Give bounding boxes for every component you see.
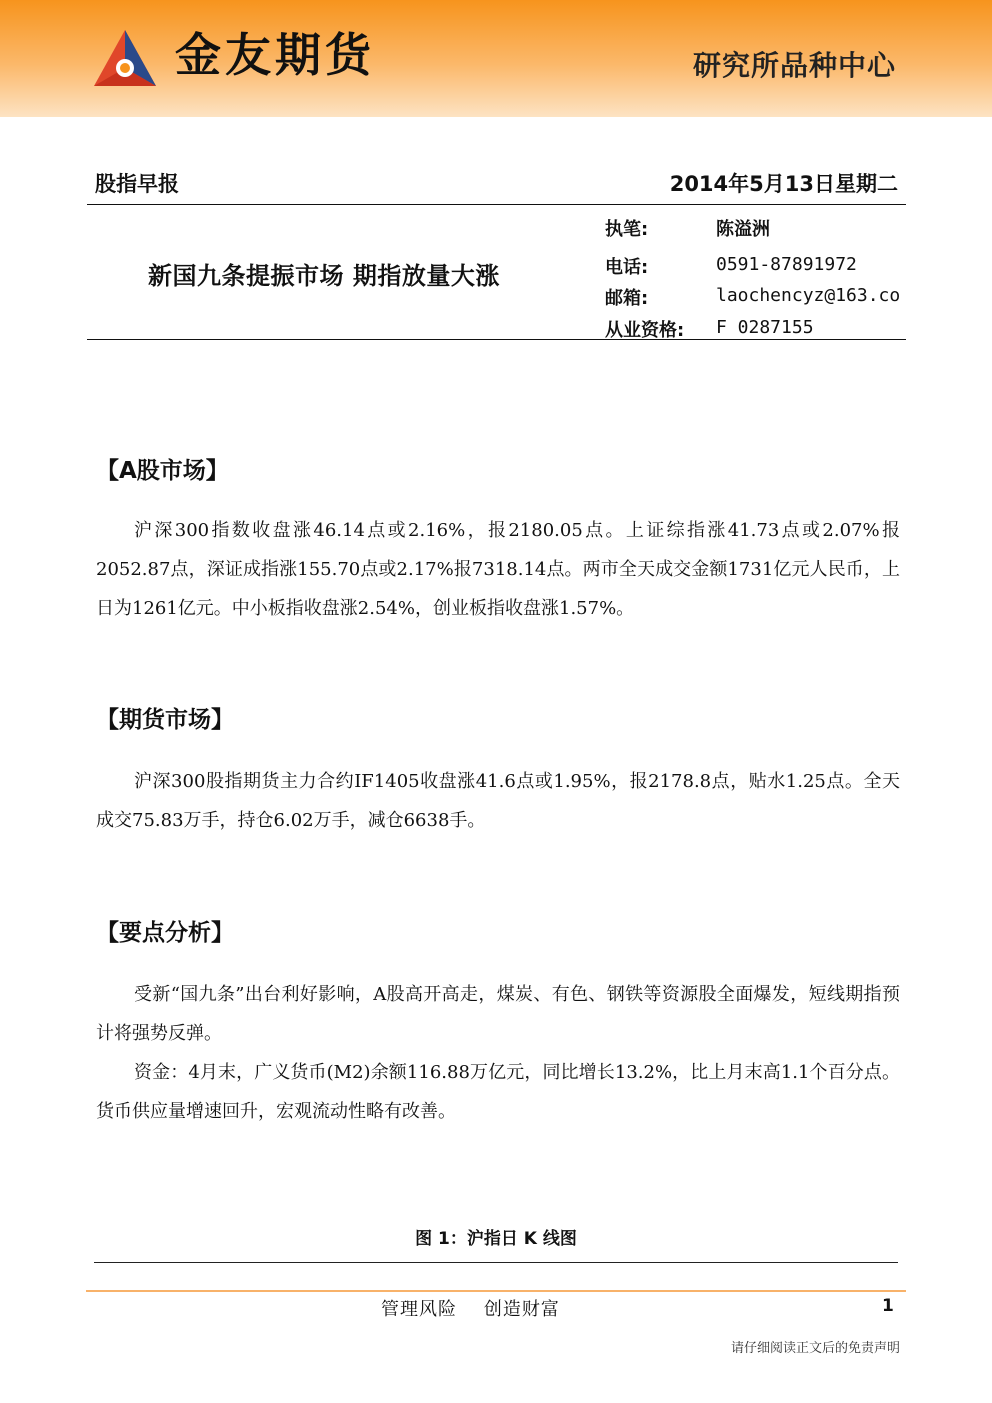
section-title-analysis: 【要点分析】 bbox=[96, 920, 234, 946]
brand-name: 金友期货 bbox=[175, 28, 375, 82]
company-logo-icon bbox=[92, 28, 158, 88]
section-title-futures: 【期货市场】 bbox=[96, 707, 234, 733]
figure-caption: 图 1：沪指日 K 线图 bbox=[415, 1229, 577, 1249]
email-address[interactable]: laochencyz@163.co bbox=[716, 285, 901, 306]
phone-number: 0591-87891972 bbox=[716, 254, 857, 275]
phone-label: 电话: bbox=[605, 257, 649, 278]
report-type: 股指早报 bbox=[95, 172, 179, 196]
footer-slogan: 管理风险 创造财富 bbox=[381, 1299, 560, 1320]
paragraph-a-share: 沪深300指数收盘涨46.14点或2.16%，报2180.05点。上证综指涨41.73点或2.07%报2052.87点，深证成指涨155.70点或2.17%报7318.14点。两市全天成交金额1731亿元人民币，上日为1261亿元。中小板指收盘涨2.54%，创业板指收盘涨1.57%。 bbox=[96, 520, 900, 619]
title-top-rule bbox=[87, 204, 906, 205]
email-label: 邮箱: bbox=[605, 288, 649, 309]
section-title-a-share: 【A股市场】 bbox=[96, 458, 229, 484]
paragraph-futures: 沪深300股指期货主力合约IF1405收盘涨41.6点或1.95%，报2178.8点，贴水1.25点。全天成交75.83万手，持仓6.02万手，减仓6638手。 bbox=[96, 771, 900, 831]
page-number: 1 bbox=[882, 1296, 894, 1316]
license-number: F 0287155 bbox=[716, 317, 814, 338]
paragraph-analysis-1: 受新“国九条”出台利好影响，A股高开高走，煤炭、有色、钢铁等资源股全面爆发，短线期指预计将强势反弹。 bbox=[96, 984, 900, 1044]
paragraph-analysis-2: 资金：4月末，广义货币(M2)余额116.88万亿元，同比增长13.2%，比上月末高1.1个百分点。货币供应量增速回升，宏观流动性略有改善。 bbox=[96, 1062, 900, 1122]
footer-rule bbox=[94, 1262, 898, 1263]
report-date: 2014年5月13日星期二 bbox=[669, 172, 898, 196]
author-name: 陈溢洲 bbox=[716, 219, 770, 240]
disclaimer-note[interactable]: 请仔细阅读正文后的免责声明 bbox=[730, 1341, 900, 1356]
author-label: 执笔: bbox=[605, 219, 649, 240]
department-name: 研究所品种中心 bbox=[692, 49, 896, 82]
report-headline: 新国九条提振市场 期指放量大涨 bbox=[148, 262, 500, 290]
license-label: 从业资格: bbox=[605, 320, 685, 341]
footer-accent-rule bbox=[86, 1290, 906, 1292]
header-banner bbox=[0, 0, 992, 117]
title-bottom-rule bbox=[87, 339, 906, 340]
